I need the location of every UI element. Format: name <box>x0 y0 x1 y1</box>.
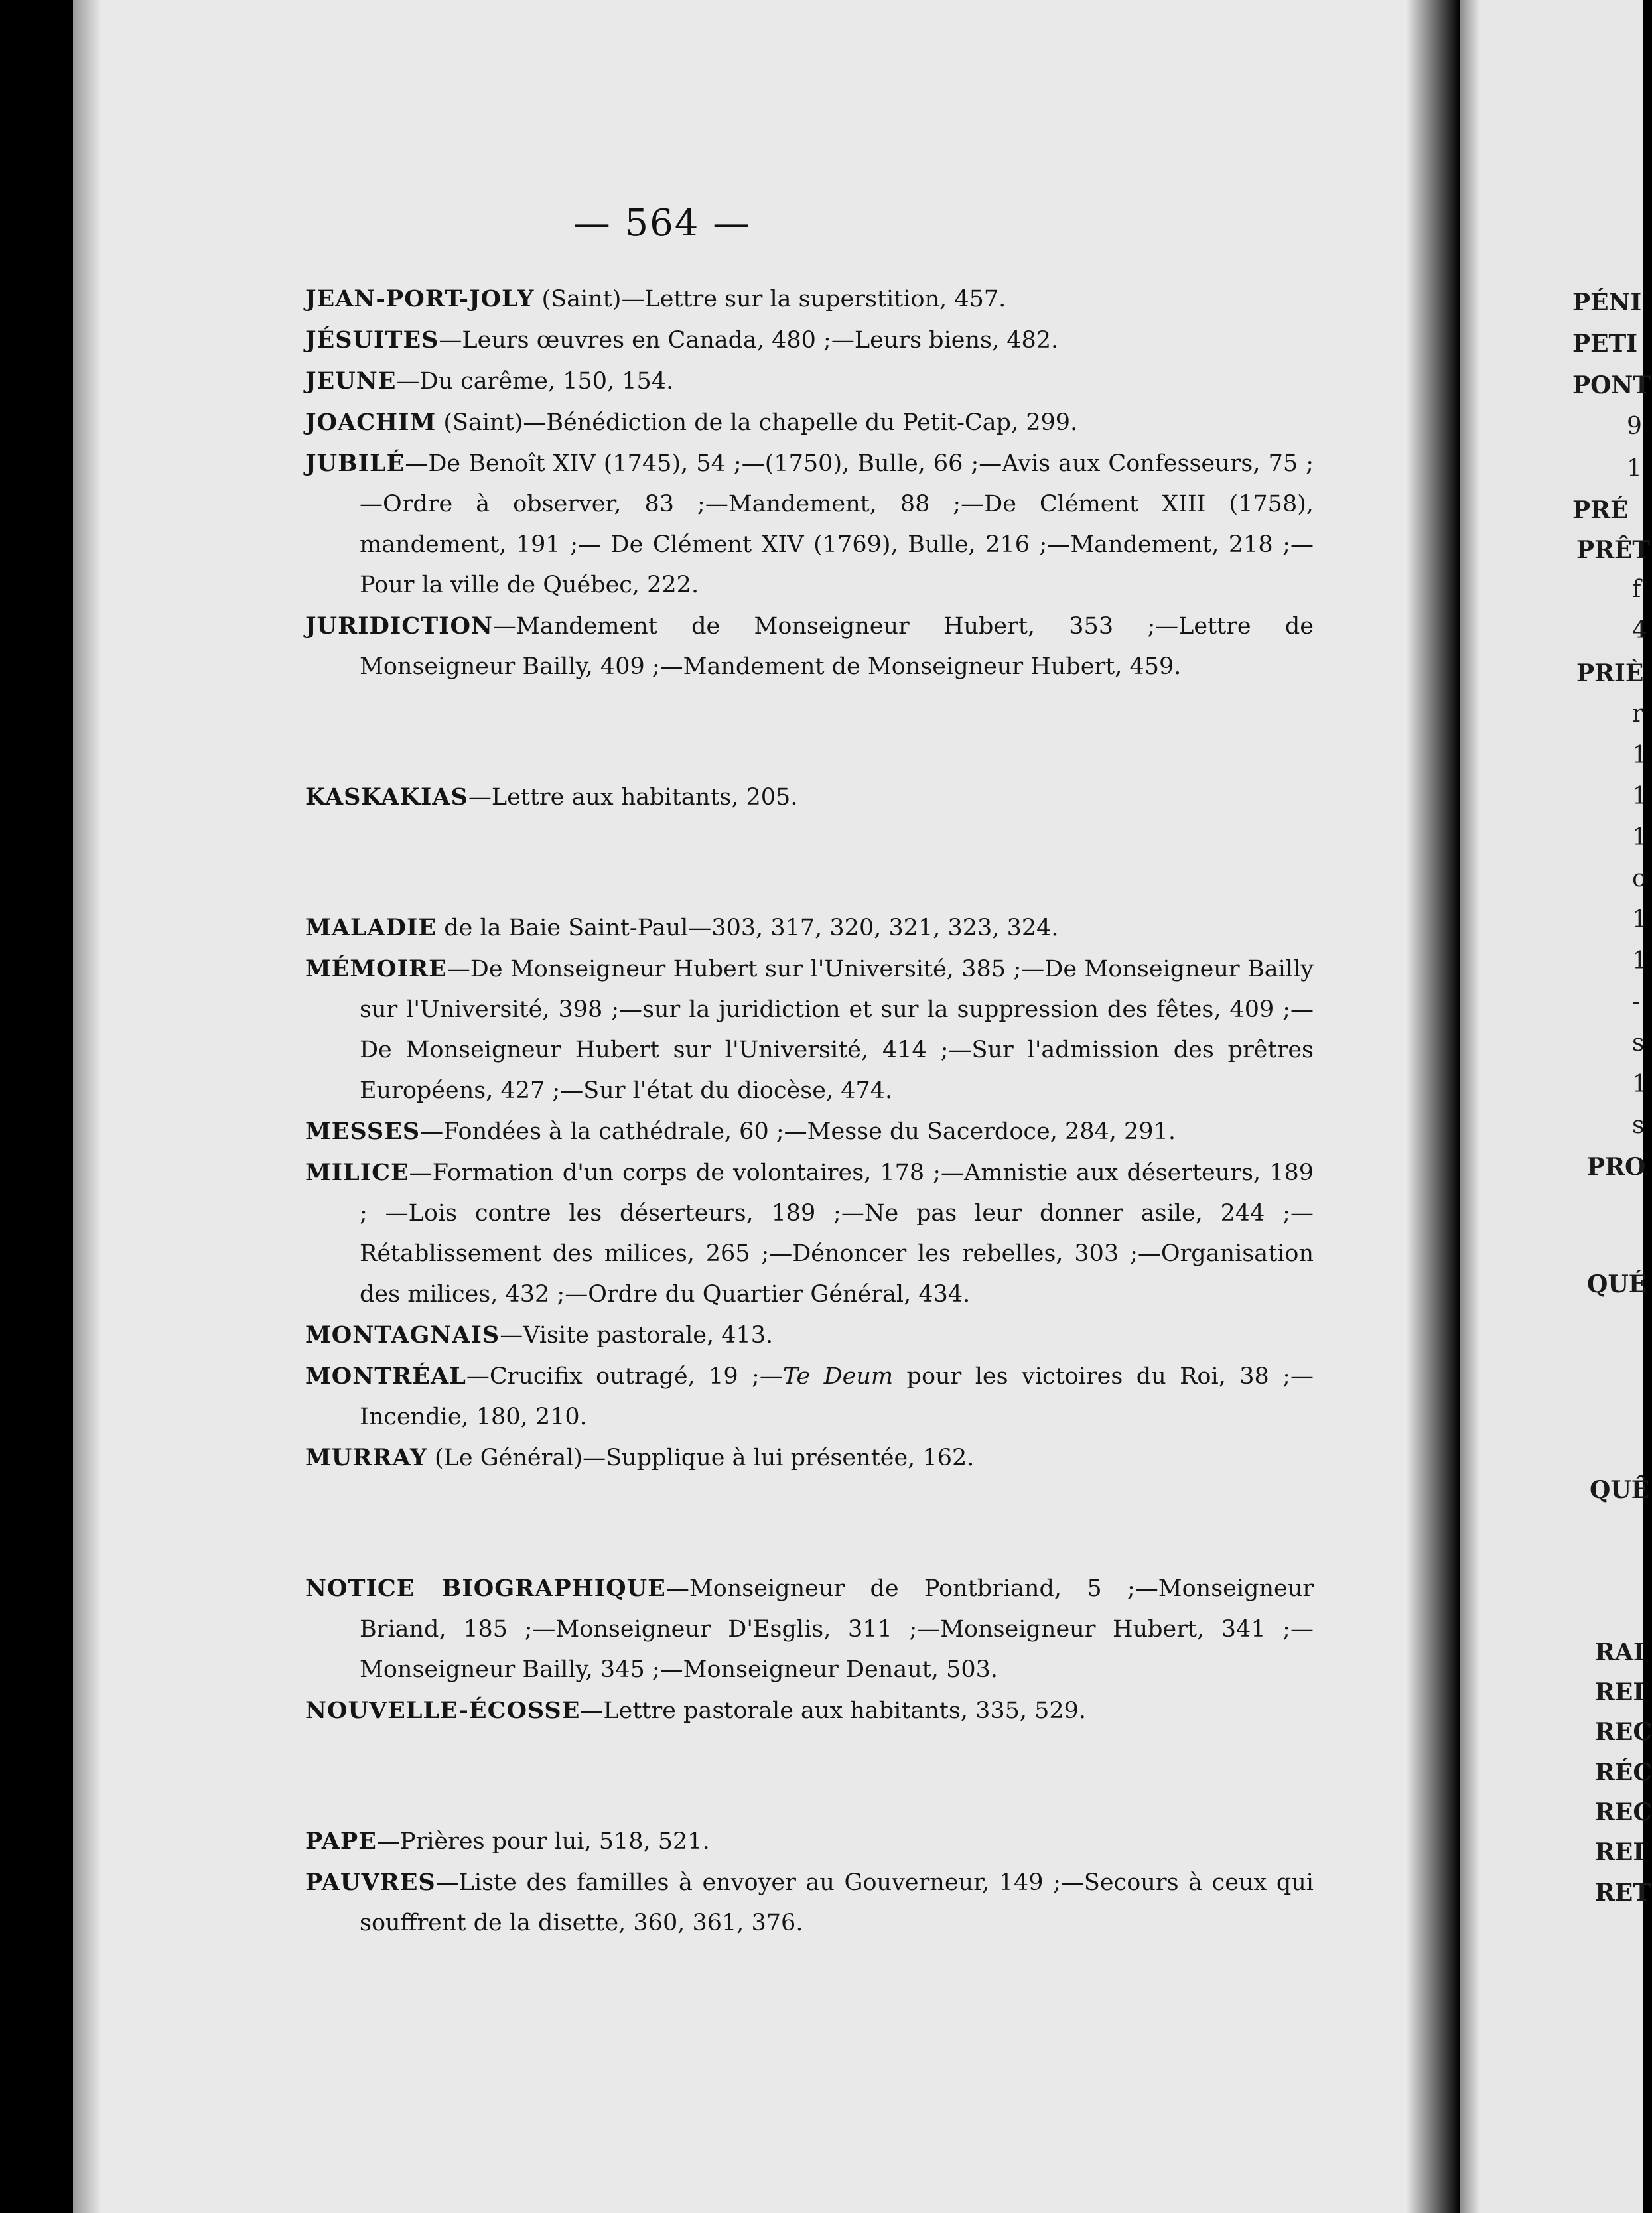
facing-fragment: RÉC <box>1595 1759 1652 1786</box>
page-number: — 564 — <box>573 202 752 245</box>
index-entries <box>305 279 1314 1944</box>
facing-fragment: PRO <box>1587 1153 1646 1181</box>
entry-head: PAUVRES <box>305 1869 436 1896</box>
facing-fragment: QUÊ <box>1590 1476 1650 1504</box>
facing-fragment: 9 <box>1627 413 1642 440</box>
facing-fragment: 1 <box>1632 1071 1647 1098</box>
index-entry <box>305 402 1314 443</box>
index-entry <box>305 1315 1314 1356</box>
facing-fragment: REI <box>1595 1838 1645 1866</box>
facing-fragment: 1 <box>1632 824 1647 851</box>
facing-fragment: PRÉ <box>1572 496 1629 524</box>
entry-text: (Le Général)—Supplique à lui présentée, 162. <box>427 1445 975 1471</box>
index-entry <box>305 1862 1314 1944</box>
facing-fragment: RAI <box>1595 1639 1645 1666</box>
index-entry <box>305 279 1314 320</box>
index-entry <box>305 1111 1314 1152</box>
entry-text: —Mandement de Monseigneur Hubert, 353 ;—Lettre de Monseigneur Bailly, 409 ;—Mandement de Monseigneur Hubert, 459. <box>360 613 1314 680</box>
facing-fragment: QUÉ <box>1587 1270 1647 1298</box>
entry-head: MÉMOIRE <box>305 955 447 982</box>
facing-fragment: 1 <box>1632 742 1647 769</box>
index-entry <box>305 443 1314 606</box>
entry-head: JURIDICTION <box>305 612 494 639</box>
entry-text: —Visite pastorale, 413. <box>500 1322 774 1349</box>
index-entry <box>305 320 1314 361</box>
entry-text: —De Benoît XIV (1745), 54 ;—(1750), Bulle, 66 ;—Avis aux Confesseurs, 75 ; —Ordre à observer, 83 ;—Mandement, 88 ;—De Clément XIII (1758), mandement, 191 ;— De Clément XIV (1769), Bulle, 216 ;—Mandement, 218 ;—Pour la ville de Québec, 222. <box>360 450 1314 598</box>
facing-fragment: r <box>1632 701 1644 728</box>
facing-fragment: 1 <box>1627 455 1642 482</box>
facing-fragment: PETI <box>1572 330 1638 358</box>
entry-head: PAPE <box>305 1828 377 1855</box>
index-entry <box>305 777 1314 818</box>
index-entry <box>305 361 1314 402</box>
entry-italic-text: Te Deum <box>782 1363 894 1390</box>
entry-text: (Saint)—Lettre sur la superstition, 457. <box>534 286 1006 312</box>
section-gap <box>305 1479 1314 1568</box>
entry-text: —Fondées à la cathédrale, 60 ;—Messe du Sacerdoce, 284, 291. <box>420 1118 1176 1145</box>
section-gap <box>305 687 1314 777</box>
facing-fragment: s <box>1632 1030 1645 1057</box>
facing-fragment: 1 <box>1632 783 1647 810</box>
facing-page-edge <box>1460 0 1480 2213</box>
entry-text: pour les victoires du Roi, 38 ;—Incendie, 180, 210. <box>360 1363 1314 1430</box>
entry-head: JÉSUITES <box>305 326 439 354</box>
facing-fragment: REI <box>1595 1678 1645 1706</box>
entry-text: —Lettre pastorale aux habitants, 335, 529. <box>580 1698 1087 1724</box>
entry-head: JEUNE <box>305 368 397 395</box>
entry-text: —Du carême, 150, 154. <box>396 368 674 395</box>
page-edge-shadow <box>73 0 100 2213</box>
entry-text: —Liste des familles à envoyer au Gouverneur, 149 ;—Secours à ceux qui souffrent de la disette, 360, 361, 376. <box>360 1869 1314 1936</box>
facing-fragment: 1 <box>1632 906 1647 933</box>
facing-fragment: PONT <box>1572 371 1651 399</box>
section-gap <box>305 1731 1314 1821</box>
index-entry <box>305 1356 1314 1438</box>
facing-fragment: RET <box>1595 1879 1651 1907</box>
entry-text: —Lettre aux habitants, 205. <box>468 784 798 811</box>
entry-head: NOUVELLE-ÉCOSSE <box>305 1697 581 1724</box>
entry-head: MONTAGNAIS <box>305 1321 500 1349</box>
facing-fragment: REC <box>1595 1798 1652 1826</box>
index-entry <box>305 606 1314 687</box>
entry-head: NOTICE BIOGRAPHIQUE <box>305 1575 666 1602</box>
entry-text: —Leurs œuvres en Canada, 480 ;—Leurs biens, 482. <box>439 327 1059 354</box>
entry-text: —Crucifix outragé, 19 ;— <box>466 1363 783 1390</box>
facing-fragment: - <box>1632 988 1641 1016</box>
index-entry <box>305 907 1314 949</box>
facing-fragment: 4 <box>1632 617 1647 644</box>
entry-text: de la Baie Saint-Paul—303, 317, 320, 321, 323, 324. <box>437 915 1059 941</box>
entry-head: MESSES <box>305 1118 421 1145</box>
facing-fragment: s <box>1632 1112 1645 1139</box>
facing-fragment: PRIÈ <box>1576 659 1644 687</box>
section-gap <box>305 818 1314 907</box>
entry-text: —Prières pour lui, 518, 521. <box>376 1828 710 1855</box>
index-entry <box>305 1568 1314 1690</box>
entry-head: MONTRÉAL <box>305 1363 466 1390</box>
entry-head: MALADIE <box>305 914 437 941</box>
facing-fragment: PÉNI <box>1572 289 1642 316</box>
entry-head: KASKAKIAS <box>305 783 468 811</box>
entry-head: MILICE <box>305 1159 409 1186</box>
entry-text: —De Monseigneur Hubert sur l'Université, 385 ;—De Monseigneur Bailly sur l'Université, 398 ;—sur la juridiction et sur la suppression des fêtes, 409 ;—De Monseigneur Hubert sur l'Université, 414 ;—Sur l'admission des prêtres Européens, 427 ;—Sur l'état du diocèse, 474. <box>360 956 1314 1104</box>
facing-fragment: REC <box>1595 1718 1652 1746</box>
index-entry <box>305 949 1314 1111</box>
facing-fragment: c <box>1632 865 1646 892</box>
entry-text: —Monseigneur de Pontbriand, 5 ;—Monseigneur Briand, 185 ;—Monseigneur D'Esglis, 311 ;—Monseigneur Hubert, 341 ;—Monseigneur Bailly, 345 ;—Monseigneur Denaut, 503. <box>360 1576 1314 1683</box>
index-entry <box>305 1690 1314 1731</box>
entry-head: JOACHIM <box>305 409 437 436</box>
facing-fragment: PRÊT <box>1576 536 1651 564</box>
entry-text: —Formation d'un corps de volontaires, 178 ;—Amnistie aux déserteurs, 189 ; —Lois contre les déserteurs, 189 ;—Ne pas leur donner asile, 244 ;—Rétablissement des milices, 265 ;—Dénoncer les rebelles, 303 ;—Organisation des milices, 432 ;—Ordre du Quartier Général, 434. <box>360 1160 1314 1308</box>
facing-fragment: f <box>1632 576 1641 603</box>
index-entry <box>305 1438 1314 1479</box>
entry-head: JUBILÉ <box>305 450 405 477</box>
facing-fragment: 1 <box>1632 947 1647 974</box>
index-entry <box>305 1821 1314 1862</box>
entry-head: MURRAY <box>305 1444 427 1471</box>
entry-text: (Saint)—Bénédiction de la chapelle du Petit-Cap, 299. <box>436 409 1078 436</box>
index-entry <box>305 1152 1314 1315</box>
entry-head: JEAN-PORT-JOLY <box>305 285 535 312</box>
gutter-shadow <box>1407 0 1460 2213</box>
